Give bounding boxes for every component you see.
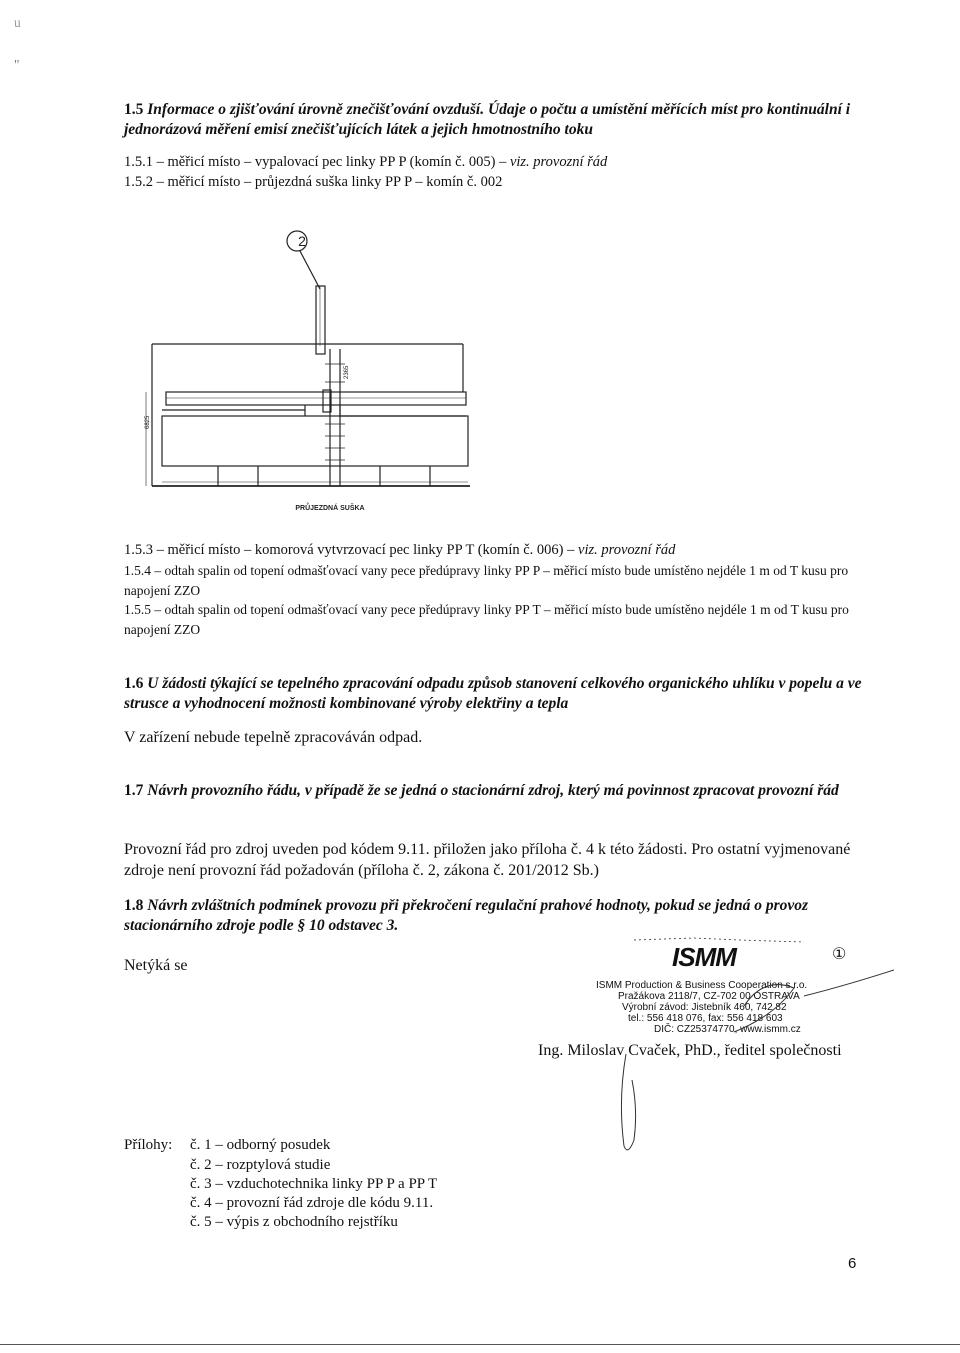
section-1-7-heading — [124, 781, 864, 801]
section-number: 1.7 — [124, 782, 144, 799]
section-1-5-heading — [124, 100, 864, 140]
attachment-item: č. 1 – odborný posudek — [190, 1137, 331, 1153]
dimension-right: 2365 — [344, 365, 350, 379]
dimension-left: 6825 — [145, 415, 151, 429]
company-stamp — [594, 936, 894, 1046]
signature-scribble — [594, 936, 894, 1046]
list-item: 1.5.5 – odtah spalin od topení odmašťovací vany pece předúpravy linky PP T – měřicí místo bude umístěno nejdéle 1 m od T kusu pro napojení ZZO — [124, 602, 849, 637]
section-title: Návrh provozního řádu, v případě že se jedná o stacionární zdroj, který má povinnost zpracovat provozní řád — [147, 782, 839, 799]
scan-mark: " — [14, 57, 20, 72]
item-text: 1.5.2 – měřicí místo – průjezdná suška linky PP P – komín č. 002 — [124, 174, 503, 190]
attachment-item: č. 2 – rozptylová studie — [190, 1157, 331, 1173]
item-text: 1.5.1 – měřicí místo – vypalovací pec linky PP P (komín č. 005) – — [124, 154, 510, 170]
section-body: V zařízení nebude tepelně zpracováván odpad. — [124, 729, 423, 746]
list-item — [124, 153, 607, 171]
dryer-drawing — [140, 224, 500, 524]
item-reference: viz. provozní řád — [509, 154, 608, 170]
page-number: 6 — [848, 1255, 857, 1272]
section-1-6-heading — [124, 674, 864, 714]
drawing-caption: PRŮJEZDNÁ SUŠKA — [295, 505, 365, 512]
section-1-8-heading — [124, 896, 864, 936]
section-title: Informace o zjišťování úrovně znečišťování ovzduší. Údaje o počtu a umístění měřících míst pro kontinuální i jednorázová měření emisí znečišťujících látek a jejich hmotnostního toku — [124, 101, 851, 138]
callout-number: 2 — [298, 233, 306, 249]
section-title: Návrh zvláštních podmínek provozu při překročení regulační prahové hodnoty, pokud se jedná o provoz stacionárního zdroje podle § 10 odstavec 3. — [124, 897, 809, 934]
stamp-logo: ISMM — [672, 942, 736, 972]
item-text: 1.5.3 – měřicí místo – komorová vytvrzovací pec linky PP T (komín č. 006) – — [124, 542, 579, 558]
attachments-label: Přílohy: — [124, 1137, 173, 1153]
callout-leader — [300, 251, 320, 289]
signature-line — [612, 1050, 652, 1160]
stamp-mark: ① — [832, 946, 847, 963]
list-item: 1.5.4 – odtah spalin od topení odmašťovací vany pece předúpravy linky PP P – měřicí místo bude umístěno nejdéle 1 m od T kusu pro napojení ZZO — [124, 563, 849, 598]
item-reference: viz. provozní řád — [578, 542, 676, 558]
stamp-line: tel.: 556 418 076, fax: 556 418 603 — [628, 1013, 783, 1024]
stamp-line: ISMM Production & Business Cooperation s.r.o. — [596, 980, 808, 991]
attachment-item: č. 3 – vzduchotechnika linky PP P a PP T — [190, 1176, 438, 1192]
list-item — [124, 173, 502, 191]
stamp-line: DIČ: CZ25374770, www.ismm.cz — [654, 1024, 801, 1035]
section-body: Provozní řád pro zdroj uveden pod kódem 9.11. přiložen jako příloha č. 4 k této žádosti. Pro ostatní vyjmenované zdroje není provozní řád požadován (příloha č. 2, zákona č. 201/2012 Sb.) — [124, 841, 851, 879]
scan-mark: u — [14, 15, 21, 30]
stamp-line: Pražákova 2118/7, CZ-702 00 OSTRAVA — [618, 991, 800, 1002]
section-number: 1.6 — [124, 675, 144, 692]
stamp-line: Výrobní závod: Jistebník 460, 742 82 — [622, 1002, 787, 1013]
section-body: Netýká se — [124, 957, 188, 974]
list-item — [124, 541, 675, 559]
section-number: 1.8 — [124, 897, 144, 914]
attachment-item: č. 4 – provozní řád zdroje dle kódu 9.11. — [190, 1195, 434, 1211]
attachment-item: č. 5 – výpis z obchodního rejstříku — [190, 1214, 398, 1230]
scan-edge — [0, 1344, 960, 1345]
signatory-name: Ing. Miloslav Cvaček, PhD., ředitel společnosti — [538, 1042, 842, 1059]
section-number: 1.5 — [124, 101, 144, 118]
section-title: U žádosti týkající se tepelného zpracování odpadu způsob stanovení celkového organického uhlíku v popelu a ve strusce a vyhodnocení možnosti kombinované výroby elektřiny a tepla — [124, 675, 862, 712]
